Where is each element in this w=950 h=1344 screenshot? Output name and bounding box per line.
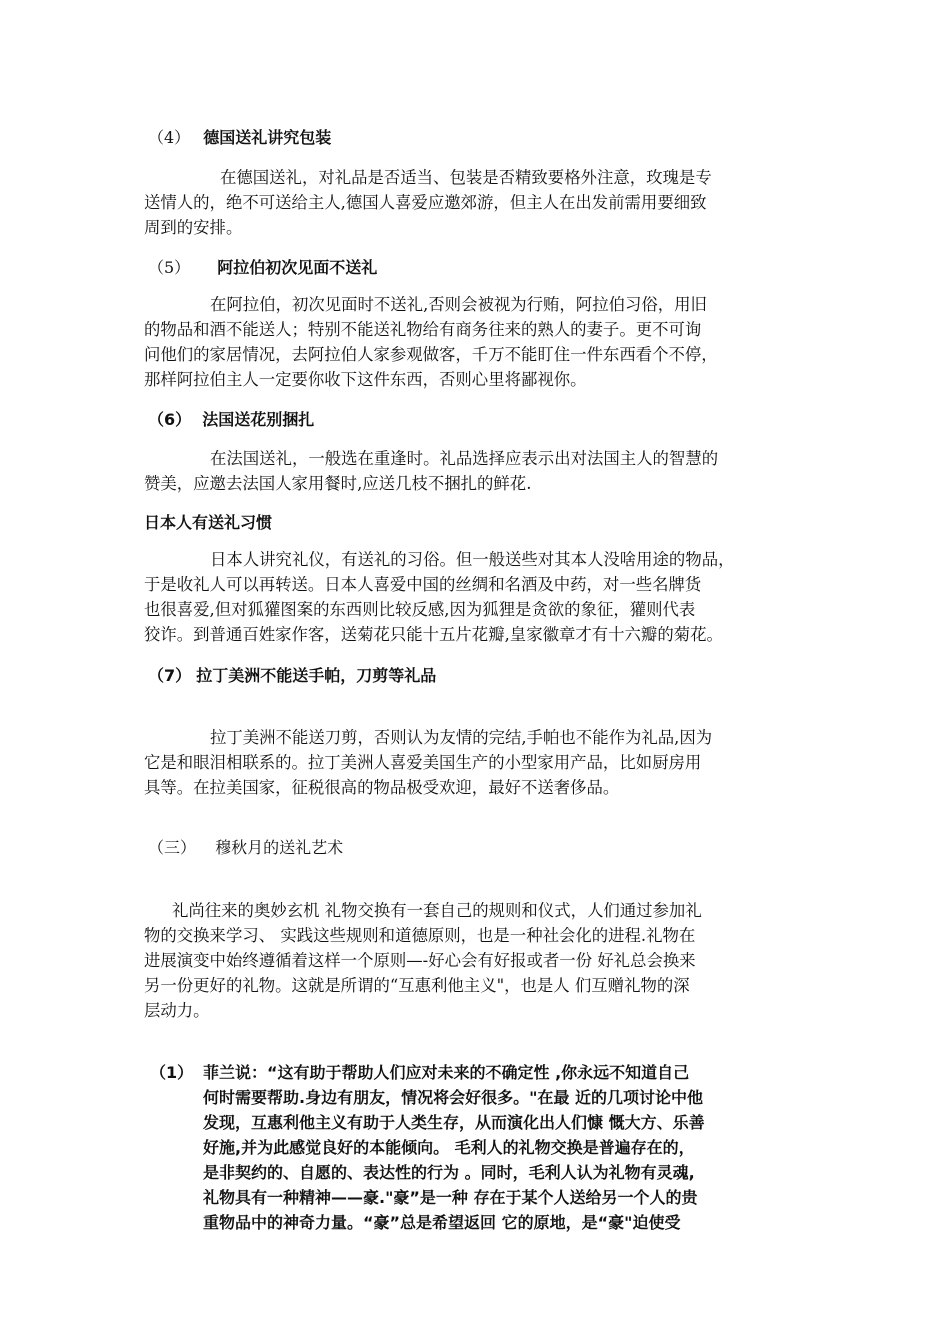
section-heading-arab [148, 258, 377, 278]
text-line: 于是收礼人可以再转送。日本人喜爱中国的丝绸和名酒及中药，对一些名牌货 [144, 575, 702, 594]
section-number: （4） [148, 128, 191, 147]
paragraph-art [144, 898, 702, 1023]
paragraph-germany [144, 165, 712, 240]
text-line: 狡诈。到普通百姓家作客，送菊花只能十五片花瓣,皇家徽章才有十六瓣的菊花。 [144, 625, 723, 644]
text-line: 周到的安排。 [144, 218, 243, 237]
text-line: 何时需要帮助.身边有朋友，情况将会好很多。"在最 近的几项讨论中他 [203, 1088, 703, 1107]
section-heading-japan [144, 513, 272, 533]
text-line: 重物品中的神奇力量。“豪”总是希望返回 它的原地，是“豪"迫使受 [203, 1213, 681, 1232]
section-heading-latam [148, 666, 436, 686]
text-line: 在法国送礼，一般选在重逢时。礼品选择应表示出对法国主人的智慧的 [210, 449, 719, 468]
section-number: （5） [148, 258, 191, 277]
text-line: 那样阿拉伯主人一定要你收下这件东西，否则心里将鄙视你。 [144, 370, 587, 389]
section-title: 穆秋月的送礼艺术 [215, 838, 344, 857]
section-title: 法国送花别捆扎 [202, 410, 315, 429]
text-line: 它是和眼泪相联系的。拉丁美洲人喜爱美国生产的小型家用产品，比如厨房用 [144, 753, 702, 772]
section-heading-art [148, 838, 343, 858]
text-line: 好施,并为此感觉良好的本能倾向。 毛利人的礼物交换是普遍存在的， [203, 1138, 695, 1157]
text-line: 在阿拉伯，初次见面时不送礼,否则会被视为行贿，阿拉伯习俗，用旧 [210, 295, 707, 314]
text-line: 也很喜爱,但对狐獾图案的东西则比较反感,因为狐狸是贪欲的象征，獾则代表 [144, 600, 696, 619]
paragraph-arab [144, 292, 718, 392]
text-line: 送情人的，绝不可送给主人,德国人喜爱应邀郊游，但主人在出发前需用要细致 [144, 193, 707, 212]
paragraph-quote [203, 1060, 705, 1235]
section-title: 德国送礼讲究包装 [203, 128, 332, 147]
section-number: （7） [148, 666, 192, 685]
text-line: 赞美，应邀去法国人家用餐时,应送几枝不捆扎的鲜花. [144, 474, 532, 493]
list-number: （1） [150, 1063, 194, 1082]
paragraph-japan [144, 547, 735, 647]
text-line: 物的交换来学习、 实践这些规则和道德原则，也是一种社会化的进程.礼物在 [144, 926, 696, 945]
text-line: 问他们的家居情况，去阿拉伯人家参观做客，千万不能盯住一件东西看个不停， [144, 345, 718, 364]
text-line: 另一份更好的礼物。这就是所谓的“互惠利他主义"，也是人 们互赠礼物的深 [144, 976, 690, 995]
text-line: 礼尚往来的奥妙玄机 礼物交换有一套自己的规则和仪式，人们通过参加礼 [172, 901, 702, 920]
section-heading-germany [148, 128, 331, 148]
paragraph-latam [144, 725, 712, 800]
text-line: 日本人讲究礼仪，有送礼的习俗。但一般送些对其本人没啥用途的物品， [210, 550, 735, 569]
section-number: （6） [148, 410, 192, 429]
paragraph-france [144, 446, 718, 496]
text-line: 层动力。 [144, 1001, 210, 1020]
section-title: 拉丁美洲不能送手帕，刀剪等礼品 [196, 666, 437, 685]
text-line: 在德国送礼，对礼品是否适当、包装是否精致要格外注意，玫瑰是专 [220, 168, 712, 187]
section-number: （三） [148, 838, 197, 857]
text-line: 的物品和酒不能送人；特别不能送礼物给有商务往来的熟人的妻子。更不可询 [144, 320, 702, 339]
text-line: 是非契约的、自愿的、表达性的行为 。同时，毛利人认为礼物有灵魂, [203, 1163, 695, 1182]
text-line: 礼物具有一种精神——豪."豪”是一种 存在于某个人送给另一个人的贵 [203, 1188, 698, 1207]
text-line: 发现，互惠利他主义有助于人类生存，从而演化出人们慷 慨大方、乐善 [203, 1113, 705, 1132]
section-heading-france [148, 410, 314, 430]
text-line: 拉丁美洲不能送刀剪，否则认为友情的完结,手帕也不能作为礼品,因为 [210, 728, 713, 747]
text-line: 进展演变中始终遵循着这样一个原则—-好心会有好报或者一份 好礼总会换来 [144, 951, 696, 970]
text-line: 菲兰说：“这有助于帮助人们应对未来的不确定性 ,你永远不知道自己 [203, 1063, 690, 1082]
text-line: 具等。在拉美国家，征税很高的物品极受欢迎，最好不送奢侈品。 [144, 778, 620, 797]
section-title: 日本人有送礼习惯 [144, 513, 273, 532]
section-title: 阿拉伯初次见面不送礼 [217, 258, 378, 277]
